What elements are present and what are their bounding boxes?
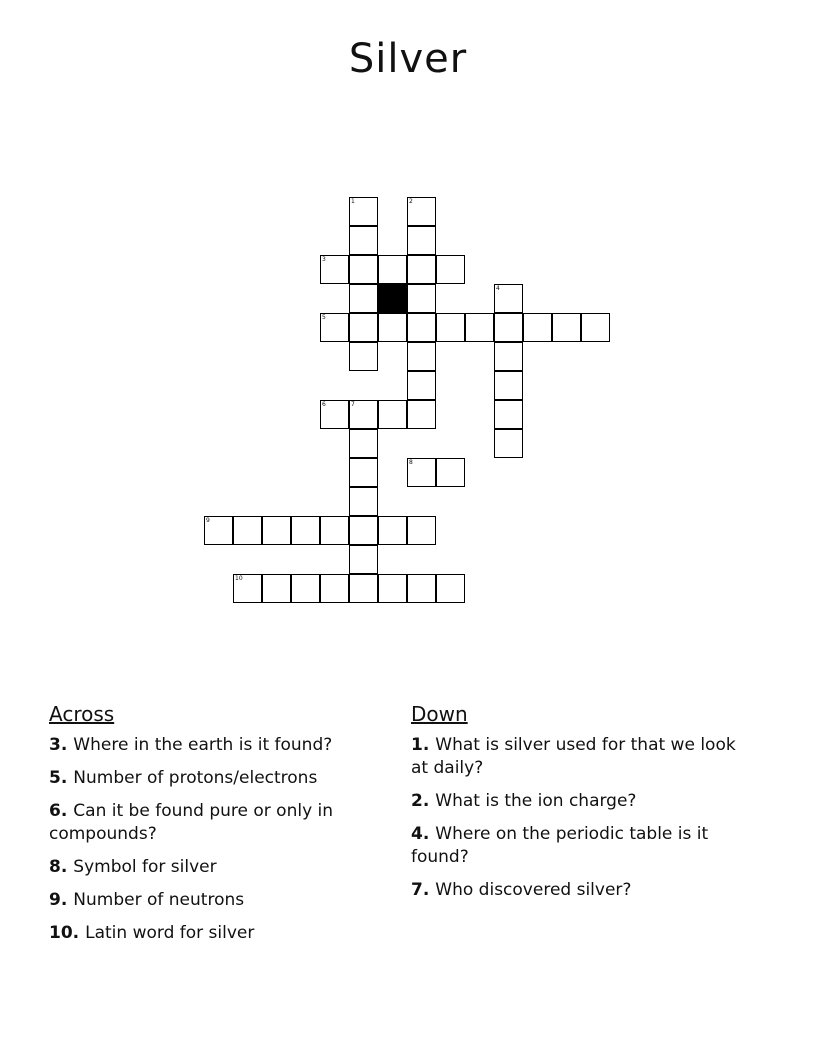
grid-cell[interactable] (378, 255, 407, 284)
cell-number: 2 (409, 198, 413, 205)
across-heading: Across (49, 702, 115, 726)
blocked-cell (378, 284, 407, 313)
grid-cell[interactable] (349, 255, 378, 284)
clue-text: Can it be found pure or only in compounds? (49, 801, 334, 844)
grid-cell[interactable] (436, 574, 465, 603)
cell-number: 1 (351, 198, 355, 205)
cell-number: 4 (496, 285, 500, 292)
grid-cell[interactable] (320, 313, 349, 342)
cell-number: 9 (206, 517, 210, 524)
clue-number: 4. (411, 824, 430, 844)
clue-text: What is silver used for that we look at daily? (411, 735, 736, 778)
clue-across (49, 889, 389, 912)
grid-cell[interactable] (349, 342, 378, 371)
grid-cell[interactable] (407, 516, 436, 545)
grid-cell[interactable] (581, 313, 610, 342)
clue-across (49, 922, 389, 945)
clue-text: Who discovered silver? (435, 880, 632, 900)
grid-cell[interactable] (407, 255, 436, 284)
clue-down (411, 790, 751, 813)
grid-cell[interactable] (291, 516, 320, 545)
clue-text: Number of protons/electrons (73, 768, 318, 788)
grid-cell[interactable] (407, 371, 436, 400)
clue-number: 7. (411, 880, 430, 900)
clue-number: 8. (49, 857, 68, 877)
cell-number: 5 (322, 314, 326, 321)
clue-number: 3. (49, 735, 68, 755)
clue-down (411, 879, 751, 902)
grid-cell[interactable] (407, 400, 436, 429)
grid-cell[interactable] (494, 400, 523, 429)
grid-cell[interactable] (407, 226, 436, 255)
clue-across (49, 800, 389, 846)
clue-text: What is the ion charge? (435, 791, 637, 811)
grid-cell[interactable] (465, 313, 494, 342)
across-clues (49, 702, 389, 955)
grid-cell[interactable] (349, 429, 378, 458)
clue-number: 5. (49, 768, 68, 788)
grid-cell[interactable] (436, 313, 465, 342)
grid-cell[interactable] (494, 429, 523, 458)
grid-cell[interactable] (349, 545, 378, 574)
grid-cell[interactable] (552, 313, 581, 342)
clue-text: Symbol for silver (73, 857, 217, 877)
clue-text: Number of neutrons (73, 890, 245, 910)
down-clues (411, 702, 751, 912)
grid-cell[interactable] (204, 516, 233, 545)
grid-cell[interactable] (523, 313, 552, 342)
cell-number: 3 (322, 256, 326, 263)
cell-number: 8 (409, 459, 413, 466)
grid-cell[interactable] (494, 313, 523, 342)
grid-cell[interactable] (378, 400, 407, 429)
grid-cell[interactable] (407, 342, 436, 371)
grid-cell[interactable] (320, 400, 349, 429)
grid-cell[interactable] (320, 574, 349, 603)
grid-cell[interactable] (349, 313, 378, 342)
clue-across (49, 767, 389, 790)
cell-number: 6 (322, 401, 326, 408)
grid-cell[interactable] (436, 255, 465, 284)
grid-cell[interactable] (349, 400, 378, 429)
grid-cell[interactable] (349, 574, 378, 603)
grid-cell[interactable] (407, 458, 436, 487)
grid-cell[interactable] (349, 487, 378, 516)
grid-cell[interactable] (407, 197, 436, 226)
grid-cell[interactable] (407, 313, 436, 342)
clue-text: Where on the periodic table is it found? (411, 824, 709, 867)
grid-cell[interactable] (494, 371, 523, 400)
clue-number: 6. (49, 801, 68, 821)
clue-text: Latin word for silver (85, 923, 255, 943)
clue-number: 9. (49, 890, 68, 910)
grid-cell[interactable] (349, 516, 378, 545)
grid-cell[interactable] (494, 342, 523, 371)
clue-number: 1. (411, 735, 430, 755)
grid-cell[interactable] (378, 313, 407, 342)
grid-cell[interactable] (262, 574, 291, 603)
down-heading: Down (411, 702, 468, 726)
cell-number: 7 (351, 401, 355, 408)
grid-cell[interactable] (349, 226, 378, 255)
grid-cell[interactable] (407, 284, 436, 313)
grid-cell[interactable] (378, 574, 407, 603)
grid-cell[interactable] (349, 197, 378, 226)
grid-cell[interactable] (262, 516, 291, 545)
clue-text: Where in the earth is it found? (73, 735, 333, 755)
clue-across (49, 734, 389, 757)
clue-down (411, 734, 751, 780)
grid-cell[interactable] (349, 458, 378, 487)
grid-cell[interactable] (320, 516, 349, 545)
grid-cell[interactable] (378, 516, 407, 545)
page-title: Silver (348, 36, 468, 82)
clue-number: 10. (49, 923, 80, 943)
grid-cell[interactable] (494, 284, 523, 313)
grid-cell[interactable] (436, 458, 465, 487)
grid-cell[interactable] (291, 574, 320, 603)
grid-cell[interactable] (407, 574, 436, 603)
clue-down (411, 823, 751, 869)
grid-cell[interactable] (349, 284, 378, 313)
clue-across (49, 856, 389, 879)
cell-number: 10 (235, 575, 243, 582)
grid-cell[interactable] (233, 516, 262, 545)
grid-cell[interactable] (233, 574, 262, 603)
clue-number: 2. (411, 791, 430, 811)
grid-cell[interactable] (320, 255, 349, 284)
